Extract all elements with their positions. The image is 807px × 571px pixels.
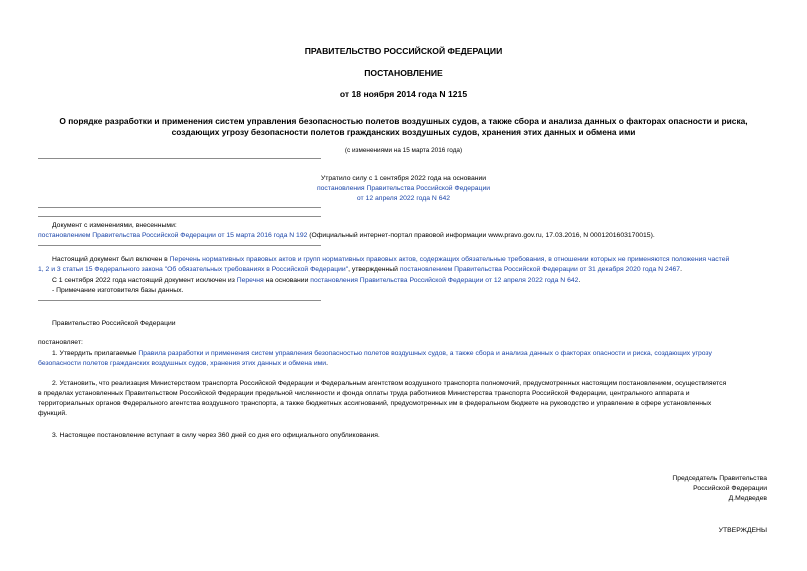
paragraph-2-line2: в пределах установленных Правительством Российской Федерации предельной численности и фонда оплаты труда работников Министерства транспорта Российской Федерации, центрального аппарата и bbox=[38, 390, 690, 397]
note-text: С 1 сентября 2022 года настоящий документ исключен из bbox=[52, 277, 237, 284]
note-text: . bbox=[578, 277, 581, 284]
paragraph-text: 1. Утвердить прилагаемые bbox=[52, 350, 139, 357]
revision-note: (с изменениями на 15 марта 2016 года) bbox=[344, 147, 463, 154]
paragraph-3: 3. Настоящее постановление вступает в силу через 360 дней со дня его официального опубликования. bbox=[52, 432, 380, 439]
rules-link[interactable]: Правила разработки и применения систем управления безопасностью полетов воздушных судов, а также сбора и анализа данных о факторах опасности и риска, создающих угрозу bbox=[138, 350, 712, 357]
document-title-line1: О порядке разработки и применения систем управления безопасностью полетов воздушных судов, а также сбора и анализа данных о факторах опасности и риска, bbox=[59, 116, 748, 126]
signature-title: Председатель Правительства bbox=[672, 475, 767, 482]
expired-decree-link[interactable]: постановления Правительства Российской Федерации bbox=[316, 185, 491, 192]
note-text: , утвержденный bbox=[348, 266, 400, 273]
decree-642-link[interactable]: постановления Правительства Российской Федерации от 12 апреля 2022 года N 642 bbox=[310, 277, 579, 284]
note-exclusion bbox=[52, 276, 580, 285]
note-inclusion-line1 bbox=[52, 255, 729, 264]
government-heading: ПРАВИТЕЛЬСТВО РОССИЙСКОЙ ФЕДЕРАЦИИ bbox=[304, 46, 503, 56]
amendment-decree-link[interactable]: постановлением Правительства Российской Федерации от 15 марта 2016 года N 192 bbox=[38, 232, 308, 239]
note-text: . bbox=[680, 266, 682, 273]
amendment-source: (Официальный интернет-портал правовой информации www.pravo.gov.ru, 17.03.2016, N 0001201603170015). bbox=[307, 232, 655, 239]
note-text: на основании bbox=[263, 277, 311, 284]
paragraph-1-line1 bbox=[52, 349, 712, 358]
expired-notice: Утратило силу с 1 сентября 2022 года на основании bbox=[320, 175, 487, 182]
list-link[interactable]: Перечня bbox=[236, 277, 264, 284]
divider bbox=[38, 216, 321, 217]
decrees-text: постановляет: bbox=[38, 339, 83, 346]
note-inclusion-line2 bbox=[38, 265, 682, 274]
signature-org: Российской Федерации bbox=[693, 485, 767, 492]
document-type-heading: ПОСТАНОВЛЕНИЕ bbox=[364, 68, 443, 78]
divider bbox=[38, 245, 321, 246]
divider bbox=[38, 207, 321, 208]
paragraph-2-line4: функций. bbox=[38, 410, 68, 417]
divider bbox=[38, 158, 321, 159]
approved-label: УТВЕРЖДЕНЫ bbox=[718, 527, 767, 534]
decree-2467-link[interactable]: постановлением Правительства Российской Федерации от 31 декабря 2020 года N 2467 bbox=[399, 266, 681, 273]
amendments-line bbox=[38, 231, 778, 240]
database-note: - Примечание изготовителя базы данных. bbox=[52, 287, 184, 294]
requirements-list-link[interactable]: Перечень нормативных правовых актов и групп нормативных правовых актов, содержащих обязательные требования, в отношении которых не применяются положения частей bbox=[169, 256, 730, 263]
divider bbox=[38, 300, 321, 301]
signature-name: Д.Медведев bbox=[728, 495, 767, 502]
rules-link-continued[interactable]: безопасности полетов гражданских воздушных судов, хранения этих данных и обмена ими bbox=[38, 360, 327, 367]
federal-law-link[interactable]: 1, 2 и 3 статьи 15 Федерального закона "Об обязательных требованиях в Российской Федерации" bbox=[38, 266, 349, 273]
paragraph-2-line3: территориальных органов Федерального агентства воздушного транспорта, а также бюджетных ассигнований, предусмотренных им в федеральном бюджете на руководство и управление в сфере установленных bbox=[38, 400, 712, 407]
date-number-heading: от 18 ноября 2014 года N 1215 bbox=[339, 89, 468, 99]
paragraph-text: . bbox=[326, 360, 328, 367]
document-title-line2: создающих угрозу безопасности полетов гражданских воздушных судов, хранения этих данных и обмена ими bbox=[171, 127, 636, 137]
paragraph-1-line2 bbox=[38, 359, 328, 368]
signature-block bbox=[672, 474, 767, 504]
expired-decree-date-link[interactable]: от 12 апреля 2022 года N 642 bbox=[356, 195, 451, 202]
amendments-label: Документ с изменениями, внесенными: bbox=[52, 222, 177, 229]
paragraph-2-line1: 2. Установить, что реализация Министерством транспорта Российской Федерации и Федеральным агентством воздушного транспорта полномочий, предусмотренных настоящим постановлением, осуществляется bbox=[52, 380, 727, 387]
issuer-text: Правительство Российской Федерации bbox=[52, 320, 176, 327]
note-text: Настоящий документ был включен в bbox=[52, 256, 170, 263]
